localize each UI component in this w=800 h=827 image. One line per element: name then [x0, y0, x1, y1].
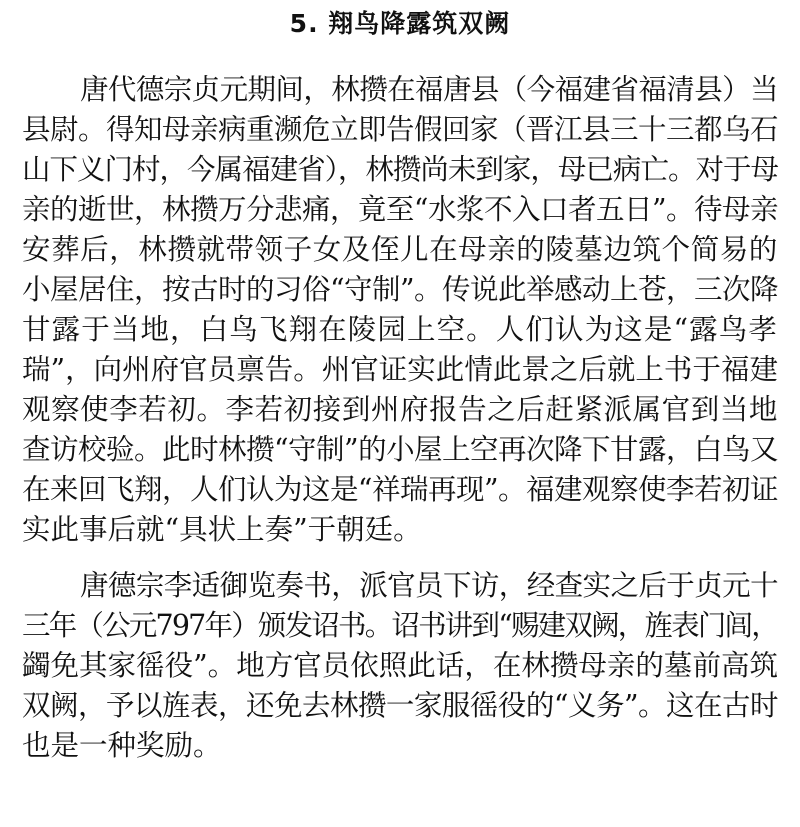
- section-number: 5.: [289, 9, 319, 38]
- section-heading: [0, 6, 800, 42]
- paragraph-2-line-5: 也是一种奖励。: [22, 729, 222, 762]
- paragraph-1-line-7: 甘露于当地，白鸟飞翔在陵园上空。人们认为这是“露鸟孝: [22, 313, 778, 346]
- paragraph-1-line-4: 亲的逝世，林攒万分悲痛，竟至“水浆不入口者五日”。待母亲: [22, 193, 778, 226]
- section-title: 翔鸟降露筑双阙: [328, 9, 511, 38]
- paragraph-2-line-3: 蠲免其家徭役”。地方官员依照此话，在林攒母亲的墓前高筑: [22, 649, 778, 682]
- paragraph-2-line-4: 双阙，予以旌表，还免去林攒一家服徭役的“义务”。这在古时: [22, 689, 778, 722]
- paragraph-1-line-11: 在来回飞翔，人们认为这是“祥瑞再现”。福建观察使李若初证: [22, 473, 778, 506]
- paragraph-1-line-9: 观察使李若初。李若初接到州府报告之后赶紧派属官到当地: [22, 393, 778, 426]
- paragraph-1-line-1: 唐代德宗贞元期间，林攒在福唐县（今福建省福清县）当: [80, 73, 778, 106]
- paragraph-1-line-12: 实此事后就“具状上奏”于朝廷。: [22, 513, 422, 546]
- paragraph-1-line-3: 山下义门村，今属福建省），林攒尚未到家，母已病亡。对于母: [22, 153, 778, 186]
- paragraph-1-line-5: 安葬后，林攒就带领子女及侄儿在母亲的陵墓边筑个简易的: [22, 233, 778, 266]
- paragraph-1-line-8: 瑞”，向州府官员禀告。州官证实此情此景之后就上书于福建: [22, 353, 778, 386]
- paragraph-1-line-10: 查访校验。此时林攒“守制”的小屋上空再次降下甘露，白鸟又: [22, 433, 778, 466]
- paragraph-2-line-1: 唐德宗李适御览奏书，派官员下访，经查实之后于贞元十: [80, 569, 778, 602]
- paragraph-2-line-2: 三年（公元797年）颁发诏书。诏书讲到“赐建双阙，旌表门闾，: [22, 609, 778, 642]
- paragraph-1-line-6: 小屋居住，按古时的习俗“守制”。传说此举感动上苍，三次降: [22, 273, 778, 306]
- paragraph-1-line-2: 县尉。得知母亲病重濒危立即告假回家（晋江县三十三都乌石: [22, 113, 778, 146]
